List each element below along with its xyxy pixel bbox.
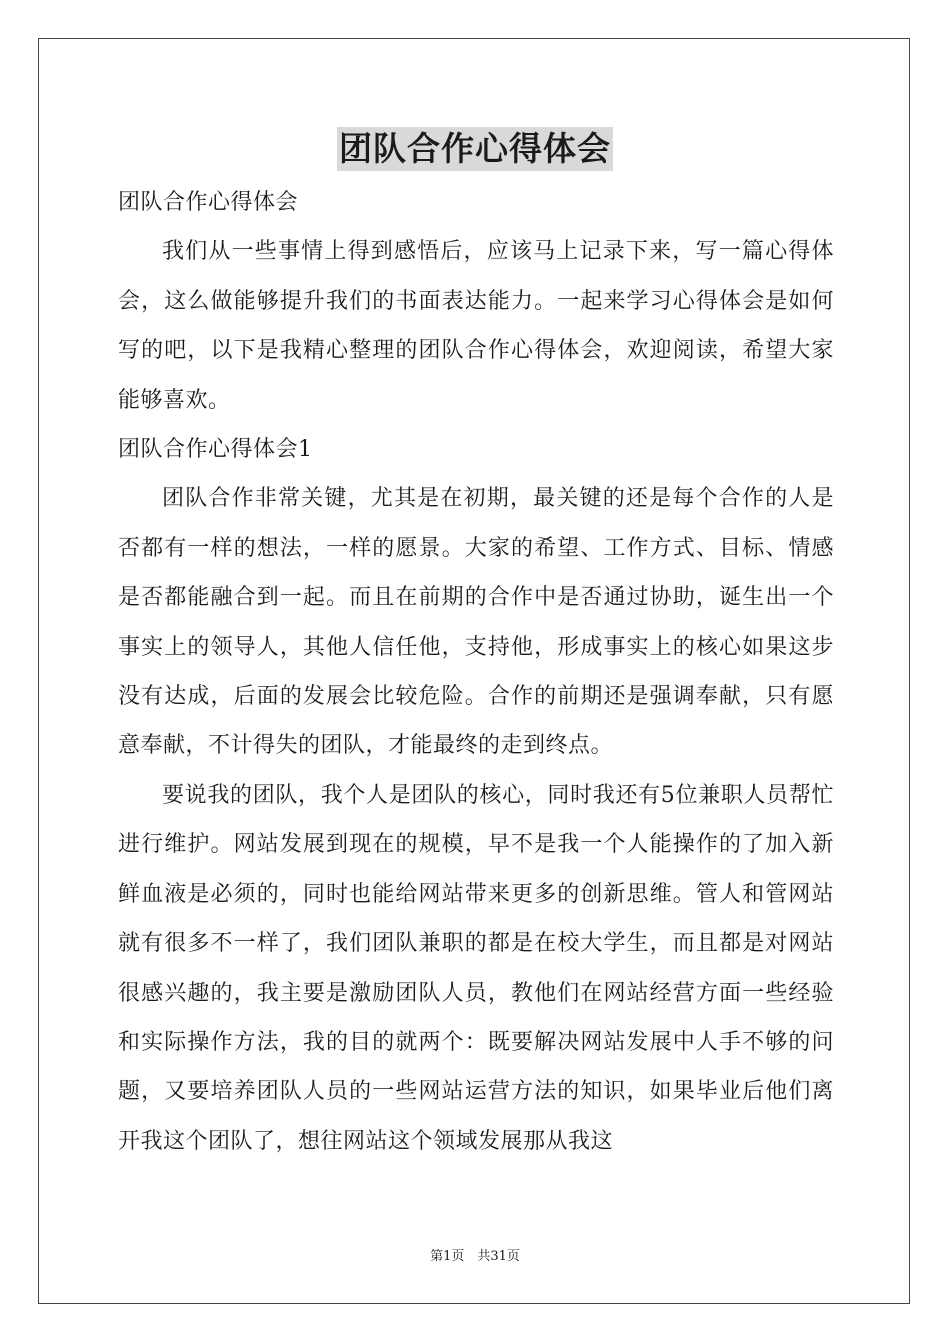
- document-body: [118, 178, 834, 1166]
- intro-paragraph: 我们从一些事情上得到感悟后，应该马上记录下来，写一篇心得体会，这么做能够提升我们的书面表达能力。一起来学习心得体会是如何写的吧，以下是我精心整理的团队合作心得体会，欢迎阅读，希望大家能够喜欢。: [118, 239, 834, 413]
- document-title-text: 团队合作心得体会: [337, 127, 613, 171]
- subtitle-line: 团队合作心得体会: [118, 190, 299, 215]
- page-footer: 第1页 共31页: [430, 1249, 520, 1264]
- document-title: [0, 127, 950, 171]
- body-paragraph: 要说我的团队，我个人是团队的核心，同时我还有5位兼职人员帮忙进行维护。网站发展到现在的规模，早不是我一个人能操作的了加入新鲜血液是必须的，同时也能给网站带来更多的创新思维。管人和管网站就有很多不一样了，我们团队兼职的都是在校大学生，而且都是对网站很感兴趣的，我主要是激励团队人员，教他们在网站经营方面一些经验和实际操作方法，我的目的就两个：既要解决网站发展中人手不够的问题，又要培养团队人员的一些网站运营方法的知识，如果毕业后他们离开我这个团队了，想往网站这个领域发展那从我这: [118, 782, 834, 1154]
- section-heading: 团队合作心得体会1: [118, 437, 313, 463]
- body-paragraph: 团队合作非常关键，尤其是在初期，最关键的还是每个合作的人是否都有一样的想法，一样的愿景。大家的希望、工作方式、目标、情感是否都能融合到一起。而且在前期的合作中是否通过协助，诞生出一个事实上的领导人，其他人信任他，支持他，形成事实上的核心如果这步没有达成，后面的发展会比较危险。合作的前期还是强调奉献，只有愿意奉献，不计得失的团队，才能最终的走到终点。: [118, 486, 834, 759]
